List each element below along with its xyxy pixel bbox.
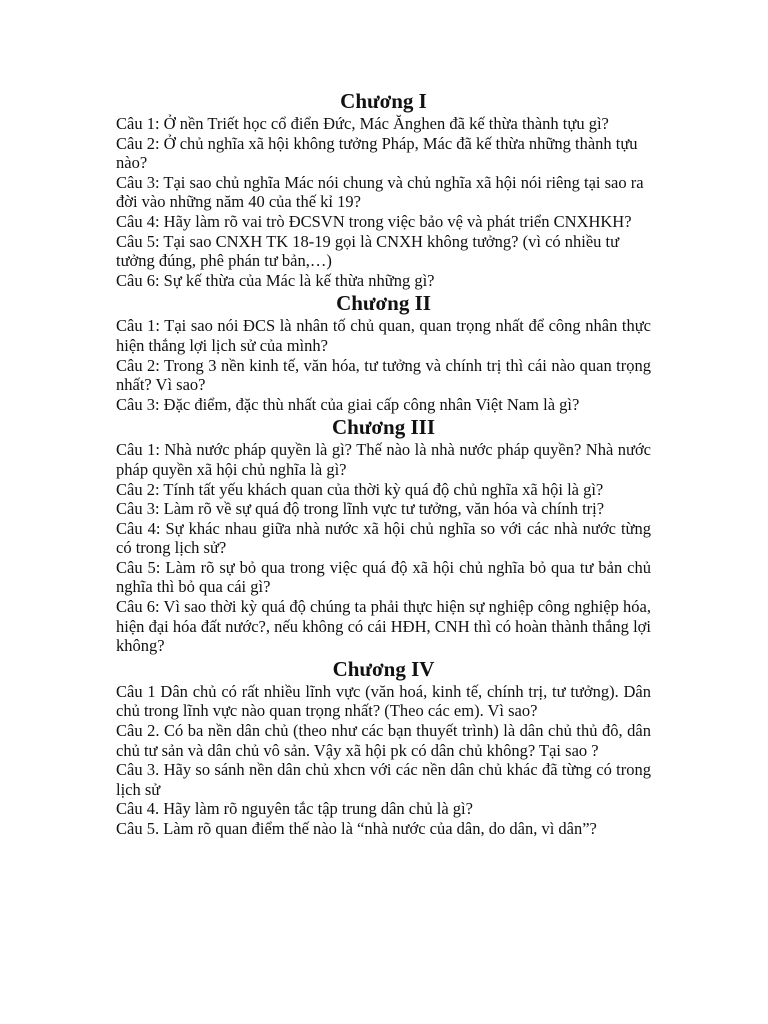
question-item: Câu 3: Làm rõ về sự quá độ trong lĩnh vực tư tưởng, văn hóa và chính trị? bbox=[116, 499, 605, 519]
question-item: Câu 6: Vì sao thời kỳ quá độ chúng ta phải thực hiện sự nghiệp công nghiệp hóa, hiện đại hóa đất nước?, nếu không có cái HĐH, CNH thì có hoàn thành thắng lợi không? bbox=[116, 597, 651, 656]
chapter-title: Chương II bbox=[336, 291, 431, 316]
chapter-title: Chương III bbox=[331, 415, 436, 440]
question-item: Câu 2: Ở chủ nghĩa xã hội không tưởng Pháp, Mác đã kế thừa những thành tựu nào? bbox=[116, 133, 638, 173]
chapter-title: Chương I bbox=[340, 89, 427, 113]
chapter-section bbox=[116, 290, 651, 414]
question-item: Câu 2: Tính tất yếu khách quan của thời kỳ quá độ chủ nghĩa xã hội là gì? bbox=[116, 479, 604, 499]
question-item: Câu 5. Làm rõ quan điểm thế nào là “nhà nước của dân, do dân, vì dân”? bbox=[116, 819, 597, 838]
chapter-section bbox=[116, 414, 651, 656]
question-item: Câu 4. Hãy làm rõ nguyên tắc tập trung dân chủ là gì? bbox=[116, 799, 473, 819]
question-item: Câu 1: Ở nền Triết học cổ điển Đức, Mác Ănghen đã kế thừa thành tựu gì? bbox=[116, 114, 609, 133]
question-item: Câu 1: Tại sao nói ĐCS là nhân tố chủ quan, quan trọng nhất để công nhân thực hiện thắng lợi lịch sử của mình? bbox=[116, 316, 651, 355]
chapter-section bbox=[116, 88, 651, 290]
question-item: Câu 3: Đặc điểm, đặc thù nhất của giai cấp công nhân Việt Nam là gì? bbox=[116, 394, 580, 414]
question-item: Câu 5: Tại sao CNXH TK 18-19 gọi là CNXH không tưởng? (vì có nhiều tư tưởng đúng, phê phán tư bản,…) bbox=[116, 231, 620, 271]
chapter-title: Chương IV bbox=[332, 656, 435, 681]
document-content bbox=[116, 88, 651, 839]
question-item: Câu 6: Sự kế thừa của Mác là kế thừa những gì? bbox=[116, 270, 435, 290]
question-item: Câu 3: Tại sao chủ nghĩa Mác nói chung và chủ nghĩa xã hội nói riêng tại sao ra đời vào những năm 40 của thế kỉ 19? bbox=[116, 172, 644, 212]
question-item: Câu 4: Hãy làm rõ vai trò ĐCSVN trong việc bảo vệ và phát triển CNXHKH? bbox=[116, 211, 632, 231]
chapter-section bbox=[116, 656, 651, 839]
question-item: Câu 1 Dân chủ có rất nhiều lĩnh vực (văn hoá, kinh tế, chính trị, tư tưởng). Dân chủ trong lĩnh vực nào quan trọng nhất? (Theo các em). Vì sao? bbox=[116, 681, 651, 721]
question-item: Câu 2: Trong 3 nền kinh tế, văn hóa, tư tưởng và chính trị thì cái nào quan trọng nhất? Vì sao? bbox=[116, 355, 651, 395]
question-item: Câu 2. Có ba nền dân chủ (theo như các bạn thuyết trình) là dân chủ thủ đô, dân chủ tư sản và dân chủ vô sản. Vậy xã hội pk có dân chủ không? Tại sao ? bbox=[116, 721, 651, 760]
question-item: Câu 3. Hãy so sánh nền dân chủ xhcn với các nền dân chủ khác đã từng có trong lịch sử bbox=[116, 760, 651, 799]
question-item: Câu 5: Làm rõ sự bỏ qua trong việc quá độ xã hội chủ nghĩa bỏ qua tư bản chủ nghĩa thì bỏ qua cái gì? bbox=[116, 557, 651, 597]
question-item: Câu 1: Nhà nước pháp quyền là gì? Thế nào là nhà nước pháp quyền? Nhà nước pháp quyền xã hội chủ nghĩa là gì? bbox=[116, 440, 651, 479]
question-item: Câu 4: Sự khác nhau giữa nhà nước xã hội chủ nghĩa so với các nhà nước từng có trong lịch sử? bbox=[116, 518, 651, 558]
